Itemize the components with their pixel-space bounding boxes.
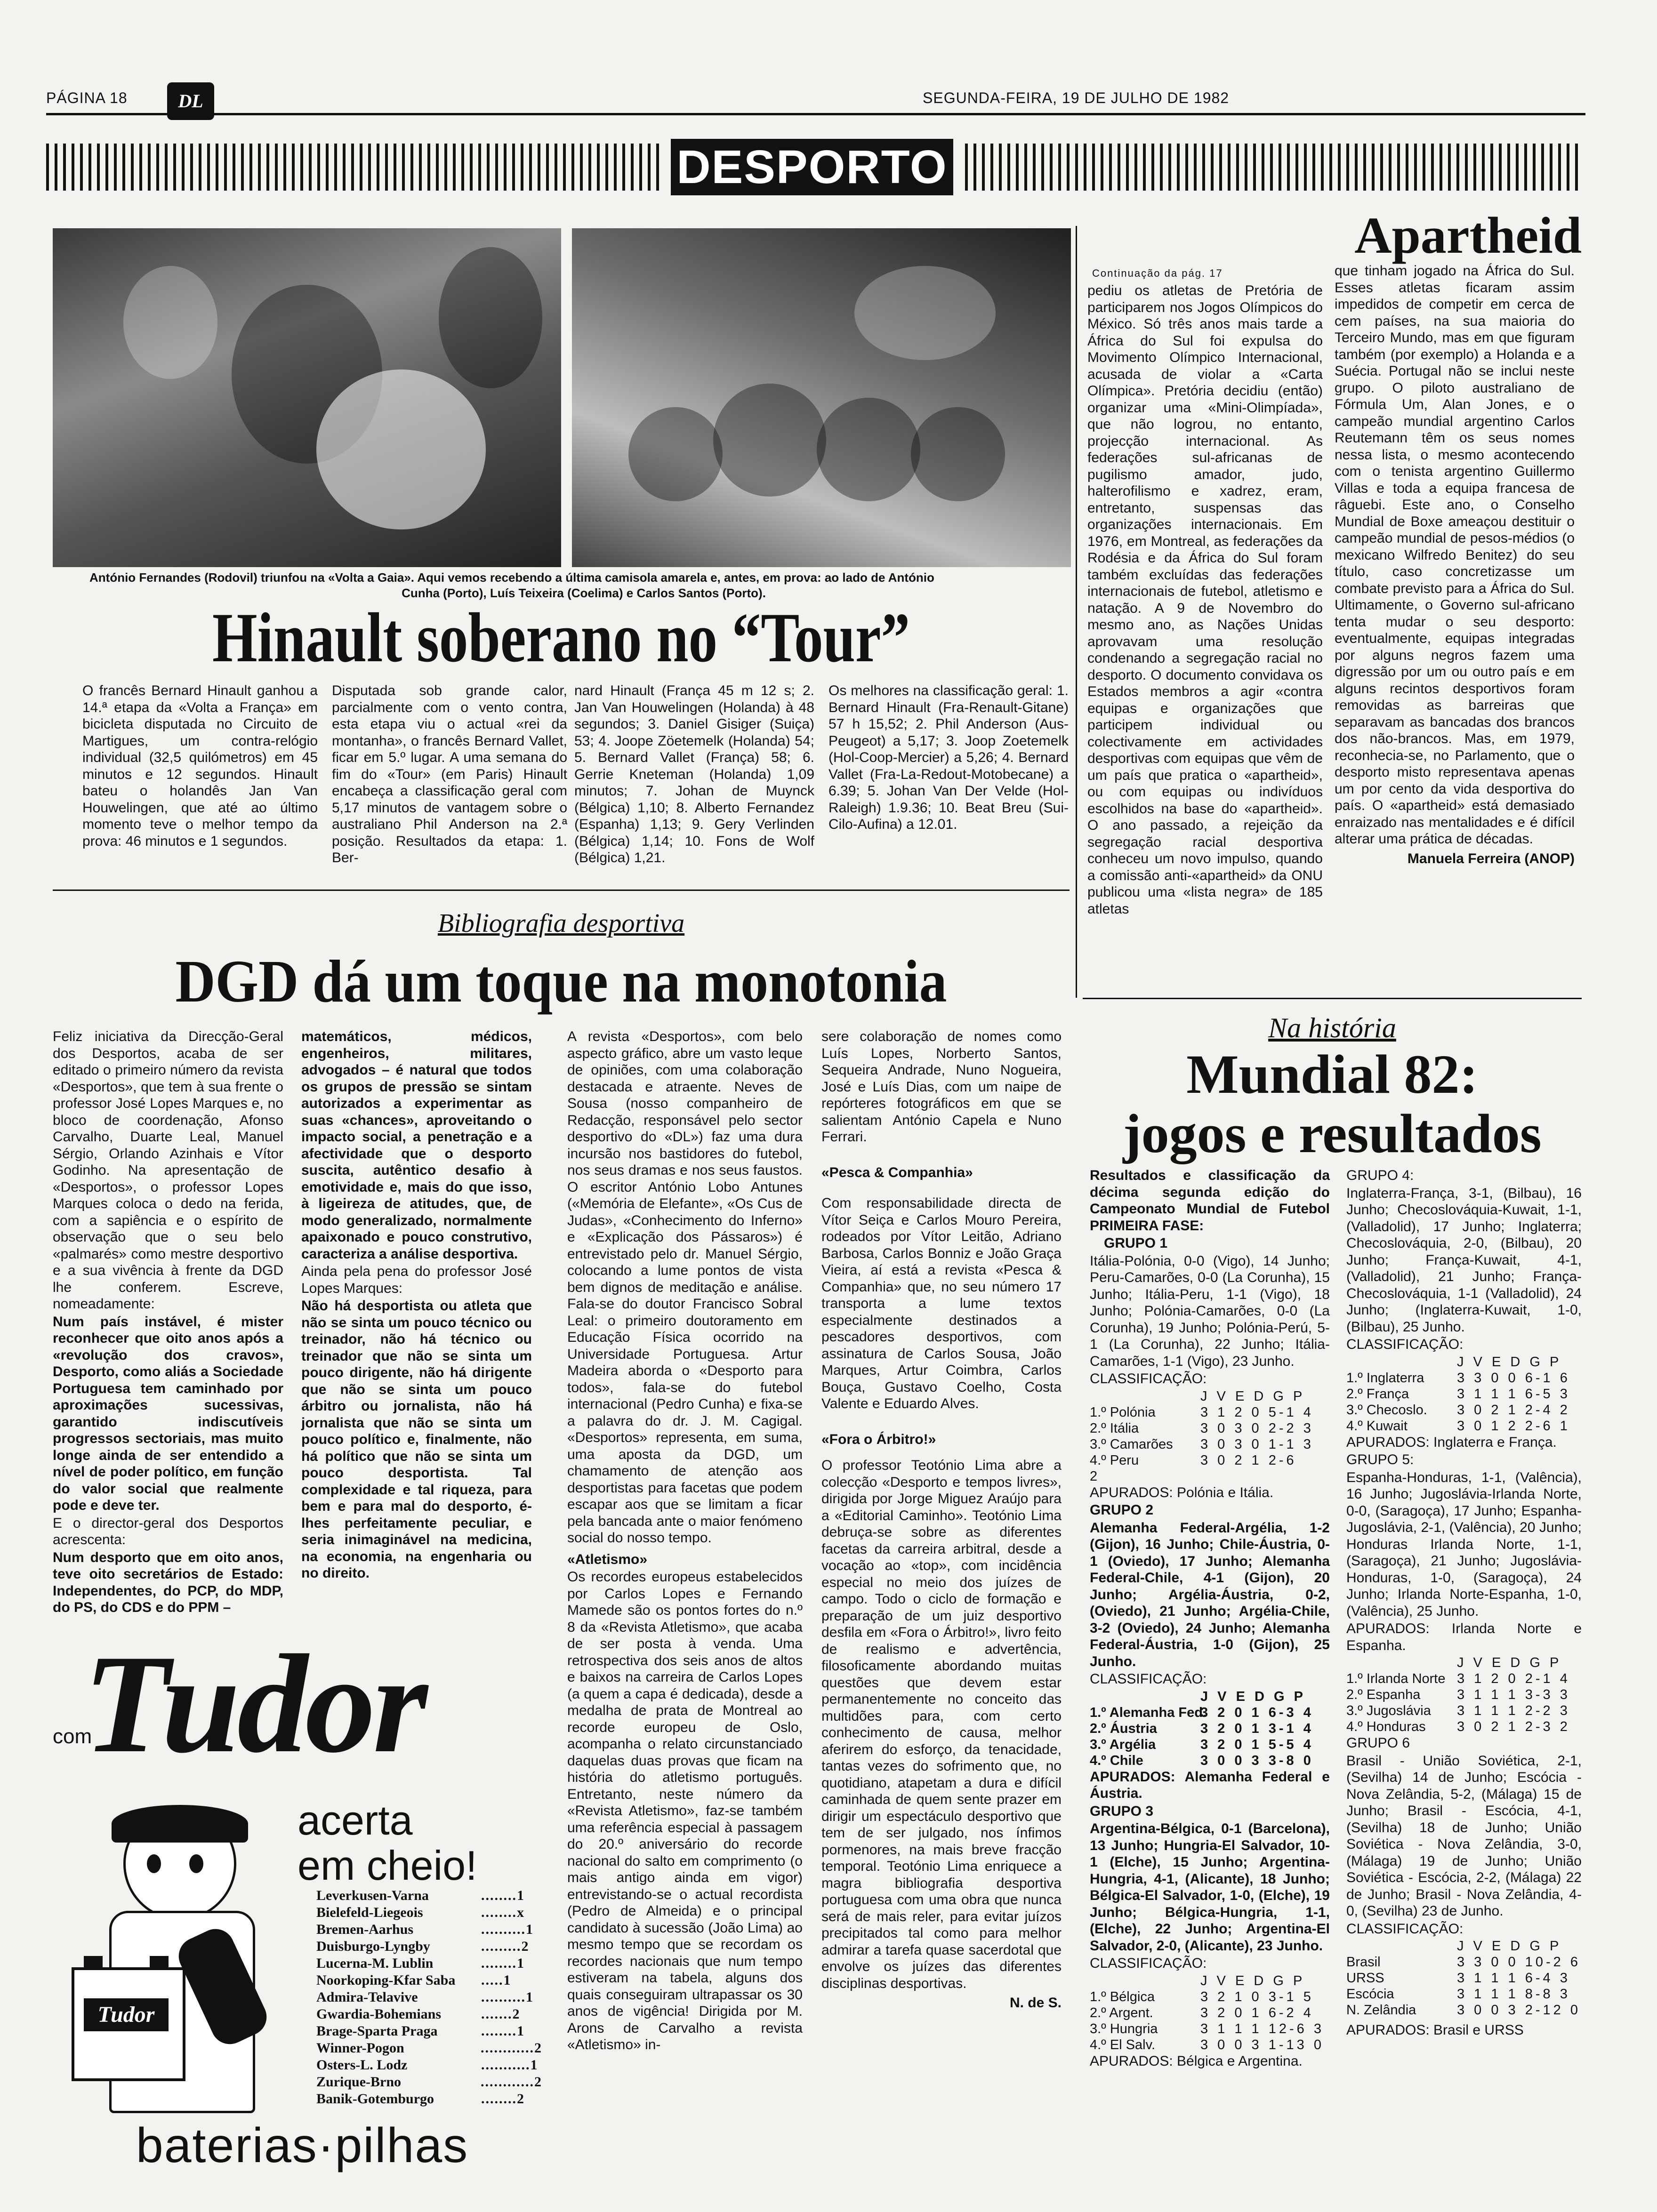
team-name: 3.º Hungria [1090, 2021, 1158, 2036]
match-result: ............2 [481, 2074, 542, 2090]
table-row [1346, 1703, 1582, 1719]
photo-cyclist-jersey [53, 228, 561, 567]
team-name: 3.º Jugoslávia [1346, 1703, 1431, 1718]
group6-table: J V E D G P Brasil 3 3 0 0 10-2 6 URSS 3 1 1 1 6-4 3 Escócia 3 1 1 1 8-8 3 N. Zelândia 3 0 0 3 2-12 0 [1346, 1938, 1582, 2018]
team-stats: 3 0 0 3 1-13 0 [1200, 2037, 1324, 2052]
match-result: ............2 [481, 2040, 542, 2056]
header-rule [46, 113, 1585, 115]
dgd-col-2: matemáticos, médicos, engenheiros, militares, advogados – é natural que todos os grupos de pressão se sintam autorizados a experimentar as suas «chances», aproveitando o impacto social, a penetração e a afectividade que o desporto suscita, autêntico desafio à emotividade e, mais do que isso, à ligeireza de atitudes, que, de modo generalizado, normalmente apaixonado e pouco construtivo, caracteriza a análise desportiva. Ainda pela pena do professor José Lopes Marques: Não há desportista ou atleta que não se sinta um pouco técnico ou treinador, não há técnico ou treinador que não se sinta um pouco dirigente, não há dirigente que não se sinta um pouco árbitro ou jornalista, não há jornalista que não se sinta um pouco político e, finalmente, não há político que não se sinta um pouco desportista. Tal complexidade e tal riqueza, para bem e para mal do desporto, é-lhes perfeitamente peculiar, e seria inimaginável na medicina, na economia, na engenharia ou no direito. [301, 1029, 532, 1581]
list-item [316, 1989, 542, 2006]
team-stats: 3 0 2 1 2-3 2 [1457, 1719, 1570, 1734]
photo-caption-line2: Cunha (Porto), Luís Teixeira (Coelima) e Carlos Santos (Porto). [402, 586, 766, 600]
mundial-headline-1: Mundial 82: [1186, 1043, 1478, 1105]
match-name: Osters-L. Lodz [316, 2057, 408, 2073]
list-item [316, 1904, 542, 1921]
match-result: ........1 [481, 1956, 525, 1971]
table-row [1090, 1705, 1330, 1721]
group3-table: J V E D G P 1.º Bélgica 3 2 1 0 3-1 5 2.º Argent. 3 2 0 1 6-2 4 3.º Hungria 3 1 1 1 12-6 3 4.º El Salv. 3 0 0 3 1-13 0 [1090, 1973, 1330, 2053]
list-item [316, 1972, 542, 1989]
apartheid-continued: Continuação da pág. 17 [1092, 267, 1223, 279]
dgd-col-1: Feliz iniciativa da Direcção-Geral dos Desportos, acaba de ser editado o primeiro número da revista «Desportos», que tem à sua frente o professor José Lopes Marques e, no bloco de coordenação, Afonso Carvalho, Duarte Leal, Manuel Sérgio, Orlando Azinhais e Vítor Godinho. Na apresentação de «Desportos», o professor Lopes Marques coloca o dedo na ferida, com a sapiência e o espírito de observação que o seu belo «palmarés» como mestre desportivo e a sua vivência à frente da DGD lhe conferem. Escreve, nomeadamente: Num país instável, é mister reconhecer que oito anos após a «revolução dos cravos», Desporto, como aliás a Sociedade Portuguesa tem caminhado por aproximações sucessivas, garantido indiscutíveis progressos sectoriais, mas muito longe ainda de ser entendido a nível de poder político, em função do valor social que realmente pode e deve ter. E o director-geral dos Desportos acrescenta: Num desporto que em oito anos, teve oito secretários de Estado: Independentes, do PCP, do MDP, do PS, do CDS e do PPM – [53, 1029, 283, 1615]
team-name: 2.º França [1346, 1386, 1409, 1402]
ad-match-list [316, 1887, 542, 2108]
table-row [1346, 1402, 1582, 1418]
match-name: Zurique-Brno [316, 2074, 402, 2090]
battery-icon [72, 1967, 185, 2081]
match-result: ........x [481, 1905, 525, 1920]
team-stats: 3 1 1 1 3-3 3 [1457, 1687, 1570, 1702]
list-item [316, 2006, 542, 2023]
hinault-col-3: nard Hinault (França 45 m 12 s; 2. Jan Van Houwelingen (Holanda) à 48 segundos; 3. Daniel Gisiger (Suiça) 53; 4. Joope Zöetemelk (Holanda) 54; 5. Bernard Vallet (França) 58; 6. Gerrie Kneteman (Holanda) 1,09 minutos; 7. Johan de Muynck (Bélgica) 1,10; 8. Alberto Fernandez (Espanha) 1,13; 9. Gery Verlinden (Bélgica) 1,14; 10. Fons de Wolf (Bélgica) 1,21. [574, 683, 814, 866]
team-stats: 3 1 2 0 2-1 4 [1457, 1671, 1570, 1686]
team-name: 2.º Itália [1090, 1420, 1139, 1436]
match-result: ........2 [481, 2091, 525, 2107]
team-name: 1.º Polónia [1090, 1404, 1156, 1420]
team-name: 2 [1090, 1468, 1098, 1484]
list-item [316, 2091, 542, 2108]
team-stats: 3 0 2 1 2-6 [1200, 1452, 1297, 1468]
team-stats: 3 1 1 1 8-8 3 [1457, 1987, 1570, 2002]
mascot-cap [112, 1805, 248, 1843]
match-result: .........2 [481, 1939, 530, 1954]
ad-brand: Tudor [83, 1638, 425, 1782]
table-row [1346, 1370, 1582, 1386]
team-stats: 3 0 1 2 2-6 1 [1457, 1418, 1570, 1434]
team-stats: 3 1 1 1 6-5 3 [1457, 1386, 1570, 1402]
table-row [1090, 1420, 1330, 1436]
table-row [1090, 1468, 1330, 1484]
match-name: Leverkusen-Varna [316, 1888, 429, 1903]
mundial-col-left: Resultados e classificação da décima segunda edição do Campeonato Mundial de Futebol PRIMEIRA FASE: GRUPO 1 Itália-Polónia, 0-0 (Vigo), 14 Junho; Peru-Camarões, 0-0 (La Corunha), 15 Junho; Itália-Peru, 1-1 (Vigo), 18 Junho; Polónia-Camarões, 0-0 (La Corunha), 19 Junho; Polónia-Perú, 5-1 (La Corunha), 22 Junho; Itália-Camarões, 1-1 (Vigo), 23 Junho. CLASSIFICAÇÃO: J V E D G P 1.º Polónia 3 1 2 0 5-1 4 2.º Itália 3 0 3 0 2-2 3 3.º Camarões 3 0 3 0 1-1 3 4.º Peru 3 0 2 1 2-6 2 APURADOS: Polónia e Itália. GRUPO 2 Alemanha Federal-Argélia, 1-2 (Gijon), 16 Junho; Chile-Áustria, 0-1 (Oviedo), 17 Junho; Alemanha Federal-Chile, 4-1 (Gijon), 20 Junho; Argélia-Áustria, 0-2, (Oviedo), 21 Junho; Argélia-Chile, 3-2 (Oviedo), 24 Junho; Alemanha Federal-Áustria, 1-0 (Gijon), 25 Junho. CLASSIFICAÇÃO: J V E D G P 1.º Alemanha Fed. 3 2 0 1 6-3 4 2.º Áustria 3 2 0 1 3-1 4 3.º Argélia 3 2 0 1 5-5 4 4.º Chile 3 0 0 3 3-8 0 APURADOS: Alemanha Federal e Áustria. GRUPO 3 Argentina-Bélgica, 0-1 (Barcelona), 13 Junho; Hungria-El Salvador, 10-1 (Elche), 15 Junho; Argentina-Hungria, 4-1, (Alicante), 18 Junho; Bélgica-El Salvador, 1-0, (Elche), 19 Junho; Bélgica-Hungria, 1-1, (Elche), 22 Junho; Argentina-El Salvador, 2-0, (Alicante), 23 Junho. CLASSIFICAÇÃO: J V E D G P 1.º Bélgica 3 2 1 0 3-1 5 2.º Argent. 3 2 0 1 6-2 4 3.º Hungria 3 1 1 1 12-6 3 4.º El Salv. 3 0 0 3 1-13 0 APURADOS: Bélgica e Argentina. [1090, 1168, 1330, 2069]
team-stats: 3 2 0 1 6-3 4 [1200, 1705, 1314, 1720]
match-name: Noorkoping-Kfar Saba [316, 1972, 456, 1988]
match-result: ..........1 [481, 1989, 534, 2005]
group4-table: J V E D G P 1.º Inglaterra 3 3 0 0 6-1 6 2.º França 3 1 1 1 6-5 3 3.º Checoslo. 3 0 2 1 2-4 2 4.º Kuwait 3 0 1 2 2-6 1 [1346, 1354, 1582, 1434]
team-name: 3.º Checoslo. [1346, 1402, 1427, 1418]
team-name: 4.º El Salv. [1090, 2037, 1155, 2052]
match-name: Gwardia-Bohemians [316, 2006, 442, 2022]
team-name: 1.º Inglaterra [1346, 1370, 1424, 1386]
table-row [1090, 2005, 1330, 2021]
dgd-col-3: A revista «Desportos», com belo aspecto gráfico, abre um vasto leque de opiniões, com uma colaboração destacada e atraente. Neves de Sousa (nosso companheiro de Redacção, responsável pelo sector desportivo do «DL») faz uma dura incursão nos bastidores do futebol, nos seus dramas e nos seus faustos. O escritor António Lobo Antunes («Memória de Elefante», «Os Cus de Judas», «Conhecimento do Inferno» e «Explicação dos Pássaros») é entrevistado pelo dr. Manuel Sérgio, colocando a lume pontos de vista bem dignos de meditação e análise. Fala-se do doutor Francisco Sobral Leal: o primeiro doutoramento em Educação Física ocorrido na Universidade Portuguesa. Artur Madeira aborda o «Desporto para todos», fala-se do futebol internacional (Pedro Cunha) e fixa-se a palavra do dr. J. M. Cagigal. «Desportos» representa, em suma, uma aposta da DGD, um chamamento de atenção aos desportistas para facetas que podem escapar aos que se limitam a ficar pela bancada ante o maior fenómeno social do nosso tempo. «Atletismo» Os recordes europeus estabelecidos por Carlos Lopes e Fernando Mamede são os pontos fortes do n.º 8 da «Revista Atletismo», que acaba de ser posta à venda. Uma retrospectiva dos seis anos de altos e baixos na carreira de Carlos Lopes (a quem a capa é dedicada), desde a medalha de prata de Montreal ao recorde europeu de Oslo, acompanha o relato circunstanciado daquelas duas provas que ficam na história do atletismo português. Entretanto, neste número da «Revista Atletismo», faz-se também uma referência especial à passagem do 20.º aniversário do recorde nacional do salto em comprimento (o mais antigo ainda em vigor) entrevistando-se o actual recordista (Pedro de Almeida) e o principal candidato à sucessão (João Lima) ao mesmo tempo que se recordam os recordes nacionais que num tempo estiveram na tabela, alguns dos quais conseguiram ultrapassar os 30 anos de vigência! Dirigida por M. Arons de Carvalho a revista «Atletismo» in- [567, 1029, 803, 2052]
page-date: SEGUNDA-FEIRA, 19 DE JULHO DE 1982 [923, 89, 1230, 106]
match-result: .......2 [481, 2006, 521, 2022]
dgd-byline: N. de S. [1009, 1995, 1062, 2011]
ad-footer: baterias·pilhas [136, 2118, 469, 2173]
table-row [1090, 1737, 1330, 1753]
table-row [1346, 1386, 1582, 1402]
match-result: ........1 [481, 2023, 525, 2039]
list-item [316, 2023, 542, 2040]
table-row [1090, 1452, 1330, 1468]
table-row [1090, 1404, 1330, 1420]
team-stats: 3 0 2 1 2-4 2 [1457, 1402, 1570, 1418]
ad-slogan-1: acerta [298, 1797, 413, 1843]
page-number: PÁGINA 18 [46, 89, 128, 106]
match-name: Admira-Telavive [316, 1989, 418, 2005]
team-stats: 3 3 0 0 6-1 6 [1457, 1370, 1570, 1386]
team-stats: 3 2 1 0 3-1 5 [1200, 1989, 1314, 2004]
team-name: 4.º Kuwait [1346, 1418, 1408, 1434]
group1-table: J V E D G P 1.º Polónia 3 1 2 0 5-1 4 2.º Itália 3 0 3 0 2-2 3 3.º Camarões 3 0 3 0 1-1 3 4.º Peru 3 0 2 1 2-6 2 [1090, 1388, 1330, 1484]
team-stats: 3 3 0 0 10-2 6 [1457, 1955, 1581, 1970]
battery-label: Tudor [84, 1998, 169, 2031]
group2-table: J V E D G P 1.º Alemanha Fed. 3 2 0 1 6-3 4 2.º Áustria 3 2 0 1 3-1 4 3.º Argélia 3 2 0 1 5-5 4 4.º Chile 3 0 0 3 3-8 0 [1090, 1689, 1330, 1769]
match-name: Bremen-Aarhus [316, 1922, 414, 1937]
list-item [316, 1887, 542, 1904]
apartheid-col-2: que tinham jogado na África do Sul. Esses atletas ficaram assim impedidos de competir em cerca de cem países, na sua maioria do Terceiro Mundo, mas em que figuram também (por exemplo) a Holanda e a Suécia. Portugal não se inclui neste grupo. O piloto australiano de Fórmula Um, Alan Jones, e o campeão mundial argentino Carlos Reutemann têm os seus nomes nessa lista, o mesmo acontecendo com o tenista argentino Guillermo Villas e toda a equipa francesa de râguebi. Este ano, o Conselho Mundial de Boxe ameaçou destituir o campeão mundial de pesos-médios (o mexicano Wilfredo Benitez) do seu título, caso concretizasse um combate previsto para a África do Sul. Ultimamente, o Governo sul-africano tenta mudar o seu desporto: eventualmente, equipas integradas por alguns negros fazem uma digressão por um ou outro país e em alguns recintos desportivos foram removidas as barreiras que separavam as bancadas dos brancos dos não-brancos. Mas, em 1979, reconhecia-se, no Parlamento, que o desporto misto representava apenas um por cento da vida desportiva do país. O «apartheid» está demasiado enraizado nas mentalidades e é difícil alterar uma prática de décadas. Manuela Ferreira (ANOP) [1335, 263, 1575, 866]
match-name: Brage-Sparta Praga [316, 2023, 438, 2039]
section-title: DESPORTO [671, 139, 953, 195]
dgd-kicker: Bibliografia desportiva [437, 909, 685, 938]
team-stats: 3 0 3 0 2-2 3 [1200, 1420, 1314, 1436]
team-name: 3.º Camarões [1090, 1436, 1173, 1452]
banner-stripes-right [965, 144, 1582, 191]
table-row [1090, 1436, 1330, 1452]
match-name: Bielefeld-Liegeois [316, 1905, 423, 1920]
team-stats: 3 1 1 1 2-2 3 [1457, 1703, 1570, 1718]
table-row [1346, 1671, 1582, 1687]
table-row [1090, 1989, 1330, 2005]
table-row [1346, 1986, 1582, 2002]
apartheid-col-1: pediu os atletas de Pretória de participarem nos Jogos Olímpicos do México. Só três anos mais tarde a África do Sul foi expulsa do Movimento Olímpico Internacional, acusada de violar a «Carta Olímpica». Pretória decidiu (então) organizar uma «Mini-Olimpíada», que não logrou, no entanto, projecção internacional. As federações sul-africanas de pugilismo amador, judo, halterofilismo e xadrez, eram, entretanto, suspensas das organizações internacionais. Em 1976, em Montreal, as federações da Rodésia e da África do Sul foram também excluídas das federações internacionais de futebol, atletismo e natação. A 9 de Novembro do mesmo ano, as Nações Unidas aprovavam uma resolução condenando a segregação racial no desporto. O documento convidava os Estados membros a agir «contra equipas e organizações que participem individual ou colectivamente em actividades desportivas com equipas que vêm de um país que pratica o «apartheid», ou com equipas ou indivíduos escolhidos na base do «apartheid». O ano passado, a rejeição da segregação racial desportiva conheceu um novo impulso, quando a comissão anti-«apartheid» da ONU publicou uma «lista negra» de 185 atletas [1087, 283, 1323, 917]
hinault-bottom-rule [53, 890, 1070, 891]
team-name: 1.º Alemanha Fed. [1090, 1705, 1207, 1720]
table-row [1346, 1970, 1582, 1986]
team-name: 4.º Honduras [1346, 1719, 1426, 1734]
team-name: 4.º Peru [1090, 1452, 1139, 1468]
photo-caption-line1: António Fernandes (Rodovil) triunfou na «Volta a Gaia». Aqui vemos recebendo a última camisola amarela e, antes, em prova: ao lado de António [89, 570, 934, 585]
ad-com: com [53, 1725, 92, 1748]
banner-stripes-left [46, 144, 663, 191]
photo-cyclists-race [572, 228, 1071, 567]
mascot-eye-left [147, 1854, 161, 1873]
match-result: .....1 [481, 1972, 512, 1988]
team-name: N. Zelândia [1346, 2003, 1416, 2018]
match-name: Banik-Gotemburgo [316, 2091, 434, 2107]
team-name: URSS [1346, 1971, 1384, 1986]
newspaper-logo: DL [167, 82, 214, 120]
list-item [316, 1938, 542, 1955]
ad-slogan-2: em cheio! [298, 1842, 477, 1889]
hinault-col-1: O francês Bernard Hinault ganhou a 14.ª etapa da «Volta a França» em bicicleta disputada no Circuito de Martigues, um contra-relógio individual (32,5 quilómetros) em 45 minutos e 12 segundos. Hinault bateu o holandês Jan Van Houwelingen, que até ao último momento teve o melhor tempo da prova: 46 minutos e 1 segundos. [82, 683, 318, 849]
team-stats: 3 0 0 3 3-8 0 [1200, 1753, 1314, 1768]
dgd-headline: DGD dá um toque na monotonia [175, 948, 947, 1015]
match-result: ...........1 [481, 2057, 539, 2073]
dgd-col-4: sere colaboração de nomes como Luís Lopes, Norberto Santos, Sequeira Andrade, Nuno Nogueira, José e Luís Dias, com um naipe de repórteres fotográficos em que se salientam António Capela e Nuno Ferrari. «Pesca & Companhia» Com responsabilidade directa de Vítor Seiça e Carlos Mouro Pereira, rodeados por Vítor Leitão, Adriano Barbosa, Carlos Bonniz e João Graça Vieira, aí está a revista «Pesca & Companhia» que, no seu número 17 transporta a lume textos especialmente destinados a pescadores desportivos, com assinatura de Carlos Sousa, João Marques, Artur Coimbra, Carlos Bouça, Gustavo Coelho, Costa Valente e Eduardo Alves. «Fora o Árbitro!» O professor Teotónio Lima abre a colecção «Desporto e tempos livres», dirigida por Jorge Miguez Araújo para a «Editorial Caminho». Teotónio Lima debruça-se sobre as diferentes facetas da carreira arbitral, desde a vocação ao «top», com incidência especial no meio dos juízes de campo. Todo o ciclo de formação e preparação de um juiz desportivo desfila em «Fora o Árbitro!», livro feito de realismo e advertência, filosoficamente abordando muitas questões que devem estar permanentemente no conceito das multidões para, com certo conhecimento de causa, melhor aferirem do esforço, da tenacidade, tantas vezes do sofrimento que, no quotidiano, atapetam a dura e difícil caminhada de quem sente prazer em dirigir um espectáculo desportivo que tem de ser julgado, nos ínfimos pormenores, na mais breve fracção temporal. Teotónio Lima enriquece a magra bibliografia desportiva portuguesa com uma obra que nunca será de mais reler, para evitar juízos precipitados tal como para melhor admirar a tarefa quase sacerdotal que envolve os juízes das diferentes disciplinas desportivas. N. de S. [821, 1029, 1062, 2011]
match-name: Duisburgo-Lyngby [316, 1939, 430, 1954]
team-stats: 3 0 3 0 1-1 3 [1200, 1436, 1314, 1452]
list-item [316, 1955, 542, 1972]
table-row [1090, 1721, 1330, 1737]
table-row [1090, 2037, 1330, 2053]
team-name: 4.º Chile [1090, 1753, 1143, 1768]
team-stats: 3 1 2 0 5-1 4 [1200, 1404, 1314, 1420]
match-name: Winner-Pogon [316, 2040, 404, 2056]
team-stats: 3 2 0 1 3-1 4 [1200, 1721, 1314, 1736]
table-row [1346, 2002, 1582, 2018]
team-name: 2.º Áustria [1090, 1721, 1157, 1736]
team-name: 2.º Argent. [1090, 2005, 1153, 2020]
table-row [1346, 1719, 1582, 1735]
list-item [316, 1921, 542, 1938]
hinault-headline: Hinault soberano no “Tour” [212, 599, 910, 677]
table-row [1090, 2021, 1330, 2037]
team-stats: 3 0 0 3 2-12 0 [1457, 2003, 1581, 2018]
mundial-headline-2: jogos e resultados [1123, 1103, 1542, 1164]
table-row [1346, 1954, 1582, 1970]
table-row [1346, 1687, 1582, 1703]
team-name: Escócia [1346, 1987, 1394, 2002]
mundial-col-right: GRUPO 4: Inglaterra-França, 3-1, (Bilbau), 16 Junho; Checoslováquia-Kuwait, 1-1, (Valladolid), 17 Junho; Inglaterra; Checoslováquia, 2-0, (Bilbau), 20 Junho; França-Kuwait, 4-1, (Valladolid), 21 Junho; França-Checoslováquia, 1-1 (Valladolid), 24 Junho; (Inglaterra-Kuwait, 1-0, (Bilbau), 25 Junho. CLASSIFICAÇÃO: J V E D G P 1.º Inglaterra 3 3 0 0 6-1 6 2.º França 3 1 1 1 6-5 3 3.º Checoslo. 3 0 2 1 2-4 2 4.º Kuwait 3 0 1 2 2-6 1 APURADOS: Inglaterra e França. GRUPO 5: Espanha-Honduras, 1-1, (Valência), 16 Junho; Jugoslávia-Irlanda Norte, 0-0, (Saragoça), 17 Junho; Espanha-Jugoslávia, 2-1, (Valência), 20 Junho; Honduras Irlanda Norte, 1-1, (Saragoça), 21 Junho; Jugoslávia-Honduras, 1-0, (Saragoça), 24 Junho; Irlanda Norte-Espanha, 1-0, (Valência), 25 Junho. APURADOS: Irlanda Norte e Espanha. J V E D G P 1.º Irlanda Norte 3 1 2 0 2-1 4 2.º Espanha 3 1 1 1 3-3 3 3.º Jugoslávia 3 1 1 1 2-2 3 4.º Honduras 3 0 2 1 2-3 2 GRUPO 6 Brasil - União Soviética, 2-1, (Sevilha) 14 de Junho; Escócia - Nova Zelândia, 5-2, (Málaga) 15 de Junho; Brasil - Escócia, 4-1, (Sevilha) 18 de Junho; União Soviética - Nova Zelândia, 3-0, (Málaga) 19 de Junho; União Soviética - Escócia, 2-2, (Málaga) 22 de Junho; Brasil - Nova Zelândia, 4-0, (Sevilha) 23 de Junho. CLASSIFICAÇÃO: J V E D G P Brasil 3 3 0 0 10-2 6 URSS 3 1 1 1 6-4 3 Escócia 3 1 1 1 8-8 3 N. Zelândia 3 0 0 3 2-12 0 APURADOS: Brasil e URSS [1346, 1168, 1582, 2038]
team-name: 2.º Espanha [1346, 1687, 1421, 1702]
mundial-kicker: Na história [1268, 1012, 1396, 1043]
team-stats: 3 2 0 1 6-2 4 [1200, 2005, 1314, 2020]
team-name: Brasil [1346, 1955, 1381, 1970]
match-name: Lucerna-M. Lublin [316, 1956, 434, 1971]
hinault-col-4: Os melhores na classificação geral: 1. Bernard Hinault (Fra-Renault-Gitane) 57 h 15,52; 2. Phil Anderson (Aus-Peugeot) a 5,17; 3. Joop Zoetemelk (Hol-Coop-Mercier) a 5,26; 4. Bernard Vallet (Fra-La-Redout-Motobecane) a 6.39; 5. Johan Van Der Velde (Hol-Raleigh) 1.9.36; 10. Beat Breu (Sui-Cilo-Aufina) a 12.01. [828, 683, 1069, 832]
list-item [316, 2074, 542, 2091]
team-stats: 3 1 1 1 6-4 3 [1457, 1971, 1570, 1986]
list-item [316, 2040, 542, 2057]
hinault-col-2: Disputada sob grande calor, parcialmente com o vento contra, esta etapa viu o actual «rei da montanha», o francês Bernard Vallet, ficar em 5.º lugar. A uma semana do fim do «Tour» (em Paris) Hinault encabeça a classificação geral com 5,17 minutos de vantagem sobre o australiano Phil Anderson na 2.ª posição. Resultados da etapa: 1. Ber- [332, 683, 567, 866]
table-row [1346, 1418, 1582, 1434]
vertical-rule-apartheid [1076, 226, 1077, 998]
tudor-ad [53, 1638, 552, 2184]
team-name: 3.º Argélia [1090, 1737, 1156, 1752]
group5-table: J V E D G P 1.º Irlanda Norte 3 1 2 0 2-1 4 2.º Espanha 3 1 1 1 3-3 3 3.º Jugoslávia 3 1 1 1 2-2 3 4.º Honduras 3 0 2 1 2-3 2 [1346, 1655, 1582, 1735]
team-stats: 3 1 1 1 12-6 3 [1200, 2021, 1324, 2036]
mascot-eye-right [189, 1854, 203, 1873]
match-result: ..........1 [481, 1922, 534, 1937]
apartheid-bottom-rule [1083, 998, 1582, 999]
match-result: ........1 [481, 1888, 525, 1903]
team-name: 1.º Irlanda Norte [1346, 1671, 1446, 1686]
list-item [316, 2057, 542, 2074]
apartheid-byline: Manuela Ferreira (ANOP) [1407, 850, 1575, 866]
team-name: 1.º Bélgica [1090, 1989, 1155, 2004]
apartheid-headline: Apartheid [1354, 207, 1582, 264]
table-row [1090, 1753, 1330, 1769]
team-stats: 3 2 0 1 5-5 4 [1200, 1737, 1314, 1752]
